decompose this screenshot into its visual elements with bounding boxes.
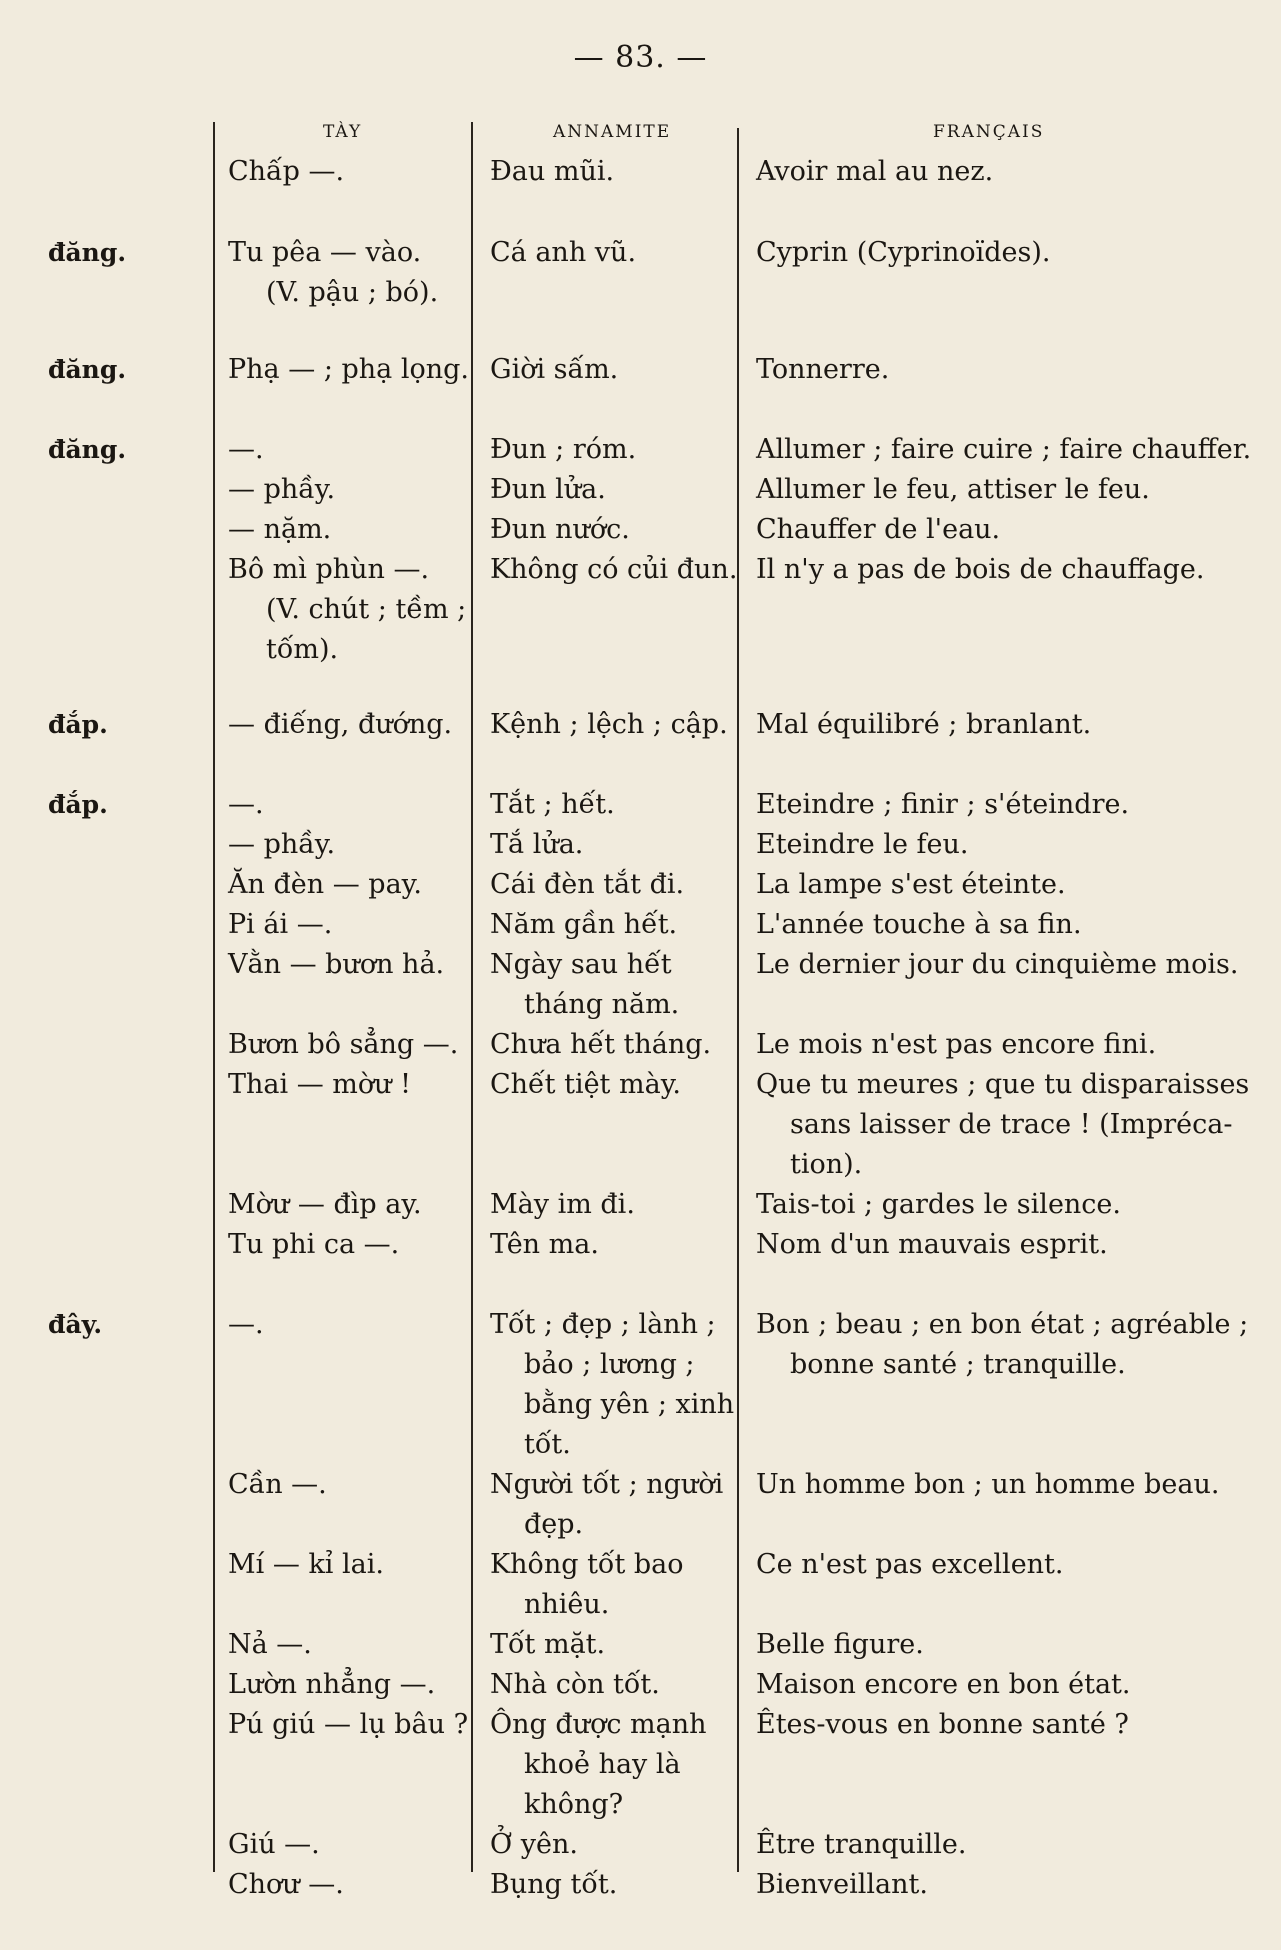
annamite-cell xyxy=(490,1825,740,1865)
annamite-cell-line: Cá anh vũ. xyxy=(490,237,637,268)
annamite-cell-line: Tốt mặt. xyxy=(490,1629,606,1660)
tay-cell xyxy=(228,470,478,510)
annamite-cell-line: khoẻ hay là xyxy=(524,1749,681,1780)
tay-cell xyxy=(228,945,478,985)
tay-cell-line: —. xyxy=(228,789,264,820)
francais-cell-line: Bienveillant. xyxy=(756,1869,928,1900)
francais-cell xyxy=(756,905,1256,945)
francais-cell xyxy=(756,470,1256,510)
tay-cell xyxy=(228,1225,478,1265)
tay-cell xyxy=(228,1865,478,1905)
annamite-cell-line: Tốt ; đẹp ; lành ; xyxy=(490,1309,716,1340)
tay-cell-line: Pi ái —. xyxy=(228,909,333,940)
annamite-cell xyxy=(490,1225,740,1265)
annamite-cell-line: Chết tiệt mày. xyxy=(490,1069,681,1100)
francais-cell xyxy=(756,705,1256,745)
tay-cell-line: Phạ — ; phạ lọng. xyxy=(228,354,469,385)
annamite-cell-line: Đun ; róm. xyxy=(490,434,637,465)
francais-cell xyxy=(756,350,1256,390)
francais-cell-line: L'année touche à sa fin. xyxy=(756,909,1082,940)
tay-cell xyxy=(228,1825,478,1865)
annamite-cell xyxy=(490,1625,740,1665)
tay-cell-line: Thai — mờư ! xyxy=(228,1069,411,1100)
tay-cell-line: (V. pậu ; bó). xyxy=(266,277,439,308)
annamite-cell xyxy=(490,785,740,825)
francais-cell-line: Ce n'est pas excellent. xyxy=(756,1549,1064,1580)
francais-cell xyxy=(756,1865,1256,1905)
column-header-annamite: ANNAMITE xyxy=(553,122,672,142)
francais-cell xyxy=(756,430,1256,470)
francais-cell xyxy=(756,825,1256,865)
tay-cell xyxy=(228,1665,478,1705)
tay-cell-line: — phầy. xyxy=(228,829,336,860)
francais-cell-line: Allumer le feu, attiser le feu. xyxy=(756,474,1150,505)
annamite-cell-line: Người tốt ; người xyxy=(490,1469,724,1500)
tay-cell xyxy=(228,825,478,865)
francais-cell xyxy=(756,945,1256,985)
annamite-cell-line: Kệnh ; lệch ; cập. xyxy=(490,709,728,740)
tay-cell-line: Nả —. xyxy=(228,1629,312,1660)
tay-cell-line: Tu pêa — vào. xyxy=(228,237,422,268)
francais-cell xyxy=(756,1185,1256,1225)
tay-cell xyxy=(228,1545,478,1585)
annamite-cell xyxy=(490,233,740,273)
headword: đắp. xyxy=(48,790,108,819)
annamite-cell-line: Ngày sau hết xyxy=(490,949,672,980)
francais-cell-line: Tais-toi ; gardes le silence. xyxy=(756,1189,1121,1220)
francais-cell-line: Cyprin (Cyprinoïdes). xyxy=(756,237,1051,268)
annamite-cell xyxy=(490,470,740,510)
annamite-cell xyxy=(490,945,740,1025)
column-header-francais: FRANÇAIS xyxy=(933,122,1045,142)
tay-cell-line: Mí — kỉ lai. xyxy=(228,1549,384,1580)
annamite-cell xyxy=(490,1465,740,1545)
tay-cell xyxy=(228,705,478,745)
annamite-cell-line: đẹp. xyxy=(524,1509,584,1540)
annamite-cell xyxy=(490,1305,740,1465)
annamite-cell xyxy=(490,152,740,192)
annamite-cell xyxy=(490,510,740,550)
francais-cell-line: bonne santé ; tranquille. xyxy=(790,1349,1126,1380)
francais-cell xyxy=(756,1025,1256,1065)
tay-cell-line: Vằn — bươn hả. xyxy=(228,949,445,980)
francais-cell-line: Nom d'un mauvais esprit. xyxy=(756,1229,1108,1260)
annamite-cell-line: Đau mũi. xyxy=(490,156,615,187)
column-rule-1 xyxy=(213,122,215,1872)
francais-cell xyxy=(756,1665,1256,1705)
annamite-cell-line: Bụng tốt. xyxy=(490,1869,618,1900)
annamite-cell-line: Năm gần hết. xyxy=(490,909,678,940)
annamite-cell-line: Không tốt bao xyxy=(490,1549,684,1580)
francais-cell-line: Mal équilibré ; branlant. xyxy=(756,709,1092,740)
annamite-cell xyxy=(490,1065,740,1105)
francais-cell xyxy=(756,1825,1256,1865)
annamite-cell-line: Ở yên. xyxy=(490,1829,578,1860)
tay-cell-line: Mờư — đìp ay. xyxy=(228,1189,422,1220)
tay-cell-line: Pú giú — lụ bâu ? xyxy=(228,1709,469,1740)
francais-cell-line: Tonnerre. xyxy=(756,354,890,385)
francais-cell-line: tion). xyxy=(790,1149,863,1180)
page-number: — 83. — xyxy=(573,40,708,75)
francais-cell xyxy=(756,550,1256,590)
column-header-tay: TÀY xyxy=(323,122,363,142)
annamite-cell-line: Giời sấm. xyxy=(490,354,619,385)
annamite-cell-line: Cái đèn tắt đi. xyxy=(490,869,685,900)
tay-cell-line: — nặm. xyxy=(228,514,332,545)
annamite-cell xyxy=(490,350,740,390)
annamite-cell xyxy=(490,1665,740,1705)
tay-cell-line: —. xyxy=(228,1309,264,1340)
francais-cell xyxy=(756,233,1256,273)
tay-cell xyxy=(228,905,478,945)
francais-cell-line: Belle figure. xyxy=(756,1629,924,1660)
tay-cell xyxy=(228,350,478,390)
tay-cell xyxy=(228,550,478,670)
francais-cell-line: Que tu meures ; que tu disparaisses xyxy=(756,1069,1250,1100)
tay-cell xyxy=(228,1305,478,1345)
annamite-cell-line: bằng yên ; xinh xyxy=(524,1389,735,1420)
tay-cell-line: tốm). xyxy=(266,634,339,665)
tay-cell xyxy=(228,233,478,313)
annamite-cell-line: Tên ma. xyxy=(490,1229,599,1260)
tay-cell xyxy=(228,1185,478,1225)
annamite-cell xyxy=(490,550,740,590)
headword: đăng. xyxy=(48,435,127,464)
annamite-cell-line: Tắ lửa. xyxy=(490,829,584,860)
tay-cell-line: — điếng, đướng. xyxy=(228,709,453,740)
annamite-cell-line: Không có củi đun. xyxy=(490,554,738,585)
tay-cell-line: Giú —. xyxy=(228,1829,320,1860)
annamite-cell-line: Ông được mạnh xyxy=(490,1709,707,1740)
annamite-cell xyxy=(490,1185,740,1225)
annamite-cell xyxy=(490,705,740,745)
francais-cell xyxy=(756,1465,1256,1505)
tay-cell-line: Cần —. xyxy=(228,1469,327,1500)
francais-cell-line: Chauffer de l'eau. xyxy=(756,514,1001,545)
francais-cell-line: Bon ; beau ; en bon état ; agréable ; xyxy=(756,1309,1249,1340)
annamite-cell xyxy=(490,1025,740,1065)
annamite-cell-line: Nhà còn tốt. xyxy=(490,1669,660,1700)
annamite-cell xyxy=(490,1705,740,1825)
francais-cell-line: Le mois n'est pas encore fini. xyxy=(756,1029,1157,1060)
tay-cell-line: Bươn bô sẳng —. xyxy=(228,1029,459,1060)
tay-cell-line: Bô mì phùn —. xyxy=(228,554,430,585)
annamite-cell-line: không? xyxy=(524,1789,624,1820)
francais-cell-line: Avoir mal au nez. xyxy=(756,156,994,187)
tay-cell-line: Tu phi ca —. xyxy=(228,1229,400,1260)
annamite-cell xyxy=(490,430,740,470)
tay-cell xyxy=(228,152,478,192)
tay-cell-line: Chấp —. xyxy=(228,156,345,187)
francais-cell-line: Eteindre le feu. xyxy=(756,829,969,860)
tay-cell xyxy=(228,1465,478,1505)
francais-cell-line: Il n'y a pas de bois de chauffage. xyxy=(756,554,1205,585)
francais-cell xyxy=(756,1225,1256,1265)
annamite-cell-line: bảo ; lương ; xyxy=(524,1349,695,1380)
annamite-cell-line: Tắt ; hết. xyxy=(490,789,615,820)
francais-cell-line: Allumer ; faire cuire ; faire chauffer. xyxy=(756,434,1252,465)
francais-cell-line: Maison encore en bon état. xyxy=(756,1669,1131,1700)
tay-cell xyxy=(228,785,478,825)
annamite-cell xyxy=(490,905,740,945)
annamite-cell xyxy=(490,865,740,905)
annamite-cell xyxy=(490,1545,740,1625)
tay-cell-line: —. xyxy=(228,434,264,465)
annamite-cell-line: tháng năm. xyxy=(524,989,680,1020)
francais-cell xyxy=(756,510,1256,550)
francais-cell-line: La lampe s'est éteinte. xyxy=(756,869,1066,900)
francais-cell-line: Eteindre ; finir ; s'éteindre. xyxy=(756,789,1130,820)
tay-cell-line: Ăn đèn — pay. xyxy=(228,869,422,900)
tay-cell-line: Lườn nhẳng —. xyxy=(228,1669,436,1700)
annamite-cell-line: nhiêu. xyxy=(524,1589,610,1620)
francais-cell-line: Être tranquille. xyxy=(756,1829,967,1860)
tay-cell xyxy=(228,510,478,550)
annamite-cell-line: tốt. xyxy=(524,1429,571,1460)
annamite-cell-line: Đun lửa. xyxy=(490,474,606,505)
francais-cell-line: sans laisser de trace ! (Impréca- xyxy=(790,1109,1233,1140)
headword: đăng. xyxy=(48,238,127,267)
tay-cell-line: (V. chút ; tềm ; xyxy=(266,594,467,625)
headword: đắp. xyxy=(48,710,108,739)
annamite-cell xyxy=(490,1865,740,1905)
francais-cell-line: Le dernier jour du cinquième mois. xyxy=(756,949,1239,980)
francais-cell xyxy=(756,1545,1256,1585)
francais-cell-line: Un homme bon ; un homme beau. xyxy=(756,1469,1220,1500)
headword: đăng. xyxy=(48,355,127,384)
tay-cell-line: Chơư —. xyxy=(228,1869,344,1900)
annamite-cell xyxy=(490,825,740,865)
francais-cell xyxy=(756,1065,1256,1185)
tay-cell xyxy=(228,1705,478,1745)
francais-cell xyxy=(756,785,1256,825)
headword: đây. xyxy=(48,1310,103,1339)
francais-cell xyxy=(756,152,1256,192)
tay-cell xyxy=(228,1065,478,1105)
francais-cell xyxy=(756,1705,1256,1745)
francais-cell-line: Êtes-vous en bonne santé ? xyxy=(756,1709,1129,1740)
tay-cell-line: — phầy. xyxy=(228,474,336,505)
francais-cell xyxy=(756,865,1256,905)
tay-cell xyxy=(228,1625,478,1665)
annamite-cell-line: Mày im đi. xyxy=(490,1189,635,1220)
francais-cell xyxy=(756,1305,1256,1385)
annamite-cell-line: Đun nước. xyxy=(490,514,630,545)
francais-cell xyxy=(756,1625,1256,1665)
tay-cell xyxy=(228,430,478,470)
annamite-cell-line: Chưa hết tháng. xyxy=(490,1029,712,1060)
tay-cell xyxy=(228,1025,478,1065)
tay-cell xyxy=(228,865,478,905)
